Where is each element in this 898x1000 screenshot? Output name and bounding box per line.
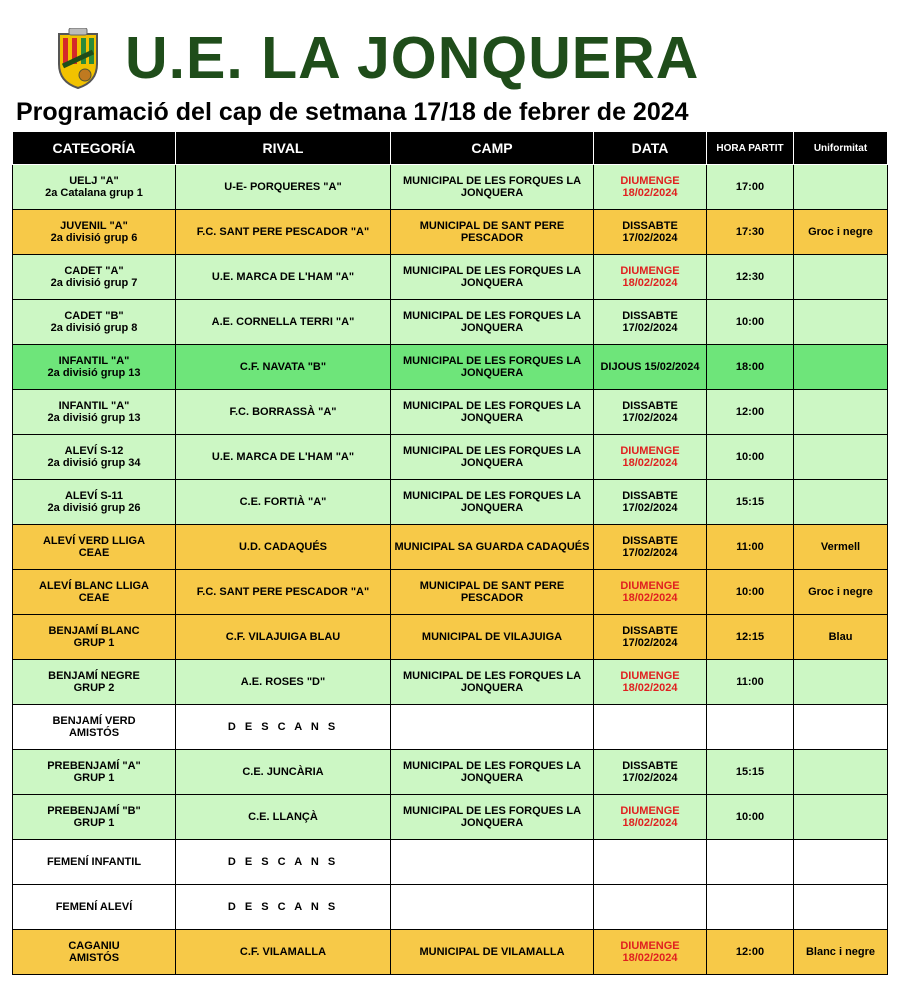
uniform-cell [794, 660, 888, 705]
camp-text: MUNICIPAL DE LES FORQUES LA JONQUERA [402, 445, 582, 469]
date-cell [594, 885, 707, 930]
time-text: 10:00 [735, 316, 765, 328]
rival-cell [176, 480, 391, 525]
table-row [13, 390, 888, 435]
date-line-2: 18/02/2024 [622, 682, 678, 694]
club-crest-icon [55, 28, 101, 90]
camp-cell [391, 750, 594, 795]
date-line-2: 17/02/2024 [622, 412, 678, 424]
rival-cell [176, 525, 391, 570]
header-data: DATA [594, 132, 707, 165]
uniform-cell [794, 525, 888, 570]
camp-cell [391, 615, 594, 660]
category-line-1: CADET "A" [64, 265, 124, 277]
uniform-cell [794, 165, 888, 210]
time-cell [707, 300, 794, 345]
time-cell [707, 210, 794, 255]
time-cell [707, 885, 794, 930]
date-line-2: 18/02/2024 [622, 592, 678, 604]
category-line-1: UELJ "A" [69, 175, 119, 187]
table-row [13, 705, 888, 750]
date-line-2: 17/02/2024 [622, 547, 678, 559]
uniform-cell [794, 930, 888, 975]
date-line-1: DIUMENGE [620, 805, 680, 817]
camp-text: MUNICIPAL DE LES FORQUES LA JONQUERA [402, 490, 582, 514]
category-line-2: 2a divisió grup 7 [50, 277, 138, 289]
camp-cell [391, 435, 594, 480]
camp-text: MUNICIPAL DE LES FORQUES LA JONQUERA [402, 265, 582, 289]
camp-cell [391, 840, 594, 885]
camp-cell [391, 390, 594, 435]
category-cell [13, 165, 176, 210]
uniform-cell [794, 345, 888, 390]
uniform-cell [794, 615, 888, 660]
time-cell [707, 435, 794, 480]
time-cell [707, 165, 794, 210]
category-line-1: INFANTIL "A" [58, 400, 130, 412]
date-line-1: DIUMENGE [620, 265, 680, 277]
time-cell [707, 750, 794, 795]
uniform-cell [794, 705, 888, 750]
uniform-cell [794, 255, 888, 300]
rival-text: F.C. SANT PERE PESCADOR "A" [196, 586, 370, 598]
category-line-2: 2a Catalana grup 1 [45, 187, 143, 199]
category-line-2: GRUP 1 [73, 817, 115, 829]
camp-text: MUNICIPAL DE LES FORQUES LA JONQUERA [402, 355, 582, 379]
date-line-2: 18/02/2024 [622, 817, 678, 829]
uniform-text: Groc i negre [808, 586, 873, 598]
camp-cell [391, 705, 594, 750]
category-cell [13, 300, 176, 345]
uniform-cell [794, 840, 888, 885]
time-cell [707, 705, 794, 750]
time-cell [707, 660, 794, 705]
date-cell [594, 210, 707, 255]
table-row [13, 480, 888, 525]
date-line-1: DIUMENGE [620, 580, 680, 592]
table-row [13, 615, 888, 660]
category-cell [13, 210, 176, 255]
rival-cell [176, 885, 391, 930]
camp-cell [391, 210, 594, 255]
table-row [13, 885, 888, 930]
time-text: 15:15 [735, 496, 765, 508]
category-line-2: CEAE [78, 547, 110, 559]
camp-cell [391, 255, 594, 300]
category-line-1: ALEVÍ VERD LLIGA [42, 535, 146, 547]
category-line-2: AMISTÓS [68, 727, 120, 739]
table-header-row [13, 132, 888, 165]
category-line-2: AMISTÓS [68, 952, 120, 964]
category-line-2: 2a divisió grup 8 [50, 322, 138, 334]
time-text: 11:00 [736, 676, 764, 688]
category-line-2: GRUP 1 [73, 637, 115, 649]
category-line-1: ALEVÍ BLANC LLIGA [39, 580, 149, 592]
uniform-cell [794, 750, 888, 795]
table-row [13, 255, 888, 300]
date-cell [594, 255, 707, 300]
date-line-1: DISSABTE [622, 535, 678, 547]
camp-text: MUNICIPAL DE LES FORQUES LA JONQUERA [402, 670, 582, 694]
time-text: 12:15 [735, 631, 765, 643]
time-cell [707, 480, 794, 525]
category-line-2: CEAE [78, 592, 110, 604]
category-cell [13, 930, 176, 975]
table-row [13, 525, 888, 570]
table-row [13, 795, 888, 840]
table-row [13, 210, 888, 255]
category-cell [13, 795, 176, 840]
rival-cell [176, 210, 391, 255]
uniform-text: Blau [828, 631, 853, 643]
date-line-2: 17/02/2024 [622, 502, 678, 514]
category-cell [13, 435, 176, 480]
rival-cell [176, 705, 391, 750]
uniform-cell [794, 795, 888, 840]
time-cell [707, 525, 794, 570]
rival-text: F.C. BORRASSÀ "A" [229, 406, 337, 418]
category-cell [13, 570, 176, 615]
time-cell [707, 795, 794, 840]
date-line-1: DISSABTE [622, 760, 678, 772]
time-text: 18:00 [735, 361, 765, 373]
club-title: U.E. LA JONQUERA [125, 25, 700, 91]
time-text: 10:00 [735, 586, 765, 598]
rival-text: A.E. CORNELLA TERRI "A" [211, 316, 355, 328]
category-cell [13, 345, 176, 390]
category-line-2: GRUP 1 [73, 772, 115, 784]
category-line-1: BENJAMÍ VERD [52, 715, 136, 727]
rival-text: F.C. SANT PERE PESCADOR "A" [196, 226, 370, 238]
date-line-2: 17/02/2024 [622, 772, 678, 784]
date-line-2: 17/02/2024 [622, 637, 678, 649]
date-line-2: 18/02/2024 [622, 457, 678, 469]
date-line-2: 17/02/2024 [622, 322, 678, 334]
date-cell [594, 345, 707, 390]
rival-cell [176, 660, 391, 705]
category-cell [13, 525, 176, 570]
page-header [0, 0, 898, 130]
category-line-1: ALEVÍ S-12 [64, 445, 124, 457]
category-cell [13, 480, 176, 525]
camp-text: MUNICIPAL DE VILAMALLA [419, 946, 565, 958]
date-cell [594, 300, 707, 345]
time-cell [707, 570, 794, 615]
category-cell [13, 705, 176, 750]
table-row [13, 930, 888, 975]
camp-text: MUNICIPAL DE SANT PERE PESCADOR [419, 580, 565, 604]
camp-text: MUNICIPAL DE LES FORQUES LA JONQUERA [402, 805, 582, 829]
table-row [13, 345, 888, 390]
table-row [13, 840, 888, 885]
category-line-1: FEMENÍ ALEVÍ [55, 901, 133, 913]
rival-cell [176, 345, 391, 390]
time-text: 12:00 [735, 406, 765, 418]
table-row [13, 300, 888, 345]
table-row [13, 435, 888, 480]
category-cell [13, 390, 176, 435]
date-cell [594, 705, 707, 750]
header-uniformitat: Uniformitat [794, 132, 888, 165]
camp-cell [391, 525, 594, 570]
rival-cell [176, 435, 391, 480]
rival-cell [176, 795, 391, 840]
date-cell [594, 840, 707, 885]
time-text: 12:00 [735, 946, 765, 958]
category-line-1: ALEVÍ S-11 [64, 490, 124, 502]
rival-text: U.E. MARCA DE L'HAM "A" [211, 451, 355, 463]
category-line-2: 2a divisió grup 13 [47, 412, 141, 424]
rival-text: D E S C A N S [227, 901, 339, 913]
header-categoria: CATEGORÍA [13, 132, 176, 165]
camp-text: MUNICIPAL DE LES FORQUES LA JONQUERA [402, 760, 582, 784]
rival-text: C.F. NAVATA "B" [239, 361, 327, 373]
category-cell [13, 660, 176, 705]
uniform-cell [794, 480, 888, 525]
rival-cell [176, 390, 391, 435]
time-cell [707, 930, 794, 975]
date-line-1: DIUMENGE [620, 445, 680, 457]
camp-cell [391, 345, 594, 390]
rival-text: D E S C A N S [227, 721, 339, 733]
date-cell [594, 525, 707, 570]
rival-text: U.D. CADAQUÉS [238, 541, 327, 553]
date-line-1: DIUMENGE [620, 940, 680, 952]
rival-text: A.E. ROSES "D" [240, 676, 326, 688]
camp-text: MUNICIPAL DE LES FORQUES LA JONQUERA [402, 310, 582, 334]
category-line-1: PREBENJAMÍ "A" [47, 760, 141, 772]
date-line-1: DIJOUS 15/02/2024 [600, 361, 700, 373]
category-line-1: PREBENJAMÍ "B" [47, 805, 141, 817]
date-cell [594, 570, 707, 615]
uniform-cell [794, 210, 888, 255]
date-cell [594, 615, 707, 660]
rival-text: C.F. VILAJUIGA BLAU [225, 631, 341, 643]
rival-cell [176, 930, 391, 975]
camp-text: MUNICIPAL SA GUARDA CADAQUÉS [394, 541, 590, 553]
time-cell [707, 615, 794, 660]
rival-text: U-E- PORQUERES "A" [224, 181, 342, 193]
uniform-text: Groc i negre [808, 226, 873, 238]
date-cell [594, 435, 707, 480]
date-line-1: DISSABTE [622, 220, 678, 232]
time-text: 10:00 [735, 811, 765, 823]
camp-cell [391, 300, 594, 345]
uniform-cell [794, 300, 888, 345]
header-rival: RIVAL [176, 132, 391, 165]
rival-text: U.E. MARCA DE L'HAM "A" [211, 271, 355, 283]
category-cell [13, 255, 176, 300]
date-line-2: 18/02/2024 [622, 277, 678, 289]
uniform-cell [794, 390, 888, 435]
uniform-cell [794, 570, 888, 615]
table-row [13, 570, 888, 615]
date-line-1: DIUMENGE [620, 175, 680, 187]
header-camp: CAMP [391, 132, 594, 165]
camp-cell [391, 795, 594, 840]
date-line-1: DISSABTE [622, 490, 678, 502]
category-line-1: CADET "B" [64, 310, 124, 322]
table-row [13, 750, 888, 795]
date-cell [594, 480, 707, 525]
camp-cell [391, 885, 594, 930]
camp-text: MUNICIPAL DE VILAJUIGA [421, 631, 563, 643]
date-cell [594, 795, 707, 840]
uniform-cell [794, 435, 888, 480]
category-line-1: FEMENÍ INFANTIL [46, 856, 142, 868]
category-line-1: BENJAMÍ BLANC [48, 625, 140, 637]
category-line-2: 2a divisió grup 34 [47, 457, 141, 469]
category-line-1: INFANTIL "A" [58, 355, 130, 367]
time-text: 17:00 [735, 181, 765, 193]
camp-cell [391, 930, 594, 975]
date-line-2: 18/02/2024 [622, 952, 678, 964]
category-cell [13, 840, 176, 885]
category-line-1: CAGANIU [68, 940, 120, 952]
rival-cell [176, 570, 391, 615]
rival-cell [176, 165, 391, 210]
camp-cell [391, 165, 594, 210]
date-line-2: 18/02/2024 [622, 187, 678, 199]
camp-cell [391, 660, 594, 705]
date-cell [594, 390, 707, 435]
category-line-2: 2a divisió grup 13 [47, 367, 141, 379]
rival-text: C.E. FORTIÀ "A" [239, 496, 327, 508]
uniform-text: Blanc i negre [805, 946, 876, 958]
camp-text: MUNICIPAL DE LES FORQUES LA JONQUERA [402, 175, 582, 199]
uniform-cell [794, 885, 888, 930]
time-text: 12:30 [735, 271, 765, 283]
category-line-2: GRUP 2 [73, 682, 115, 694]
rival-text: C.E. JUNCÀRIA [242, 766, 324, 778]
rival-cell [176, 840, 391, 885]
date-line-1: DISSABTE [622, 310, 678, 322]
date-line-2: 17/02/2024 [622, 232, 678, 244]
uniform-text: Vermell [820, 541, 861, 553]
date-cell [594, 660, 707, 705]
category-cell [13, 885, 176, 930]
date-line-1: DISSABTE [622, 400, 678, 412]
rival-text: D E S C A N S [227, 856, 339, 868]
time-cell [707, 255, 794, 300]
table-row [13, 165, 888, 210]
camp-cell [391, 480, 594, 525]
date-line-1: DIUMENGE [620, 670, 680, 682]
category-line-2: 2a divisió grup 6 [50, 232, 138, 244]
camp-text: MUNICIPAL DE SANT PERE PESCADOR [419, 220, 565, 244]
schedule-table [12, 131, 888, 975]
page-subtitle: Programació del cap de setmana 17/18 de febrer de 2024 [16, 98, 689, 126]
header-hora: HORA PARTIT [707, 132, 794, 165]
rival-text: C.F. VILAMALLA [239, 946, 327, 958]
time-text: 10:00 [735, 451, 765, 463]
rival-cell [176, 255, 391, 300]
date-line-1: DISSABTE [622, 625, 678, 637]
category-cell [13, 615, 176, 660]
time-cell [707, 390, 794, 435]
time-cell [707, 345, 794, 390]
rival-cell [176, 750, 391, 795]
date-cell [594, 750, 707, 795]
time-cell [707, 840, 794, 885]
time-text: 17:30 [735, 226, 765, 238]
rival-cell [176, 300, 391, 345]
date-cell [594, 165, 707, 210]
category-line-2: 2a divisió grup 26 [47, 502, 141, 514]
rival-text: C.E. LLANÇÀ [248, 811, 318, 823]
date-cell [594, 930, 707, 975]
table-row [13, 660, 888, 705]
rival-cell [176, 615, 391, 660]
category-cell [13, 750, 176, 795]
category-line-1: JUVENIL "A" [60, 220, 128, 232]
camp-cell [391, 570, 594, 615]
camp-text: MUNICIPAL DE LES FORQUES LA JONQUERA [402, 400, 582, 424]
time-text: 11:00 [736, 541, 764, 553]
time-text: 15:15 [735, 766, 765, 778]
category-line-1: BENJAMÍ NEGRE [48, 670, 140, 682]
